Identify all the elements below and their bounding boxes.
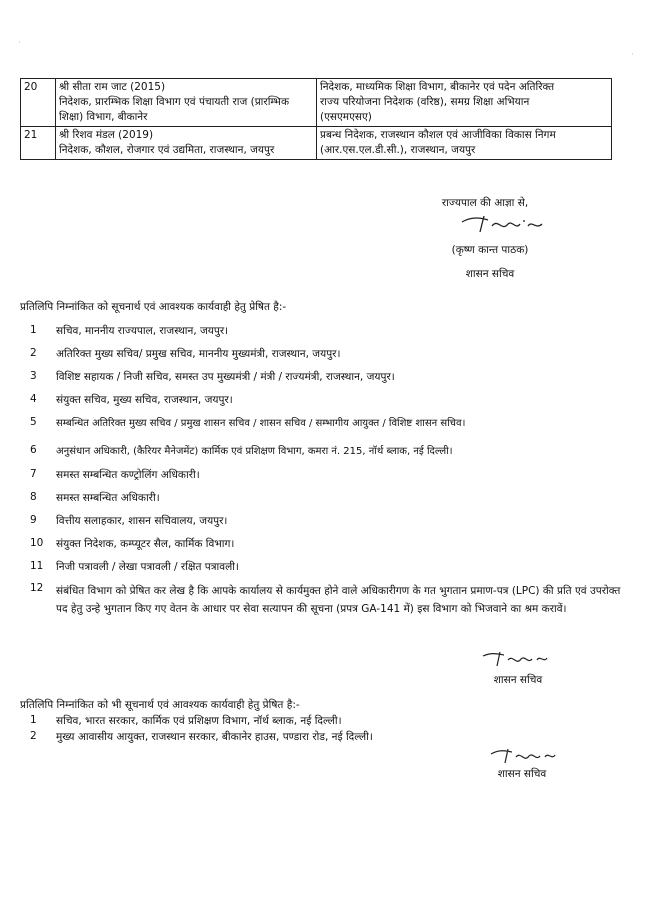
list-item-number: 1 — [30, 714, 37, 726]
list-item: सम्बन्धित अतिरिक्त मुख्य सचिव / प्रमुख शासन सचिव / शासन सचिव / सम्भागीय आयुक्त / विशिष्ट शासन सचिव। — [56, 418, 466, 429]
signature-scribble — [480, 648, 550, 670]
officer-line: शिक्षा) विभाग, बीकानेर — [59, 111, 148, 123]
list-item-number: 2 — [30, 347, 37, 359]
posting-line: (आर.एस.एल.डी.सी.), राजस्थान, जयपुर — [320, 144, 476, 156]
list-item: सचिव, भारत सरकार, कार्मिक एवं प्रशिक्षण विभाग, नॉर्थ ब्लाक, नई दिल्ली। — [56, 715, 342, 727]
posting-cell — [317, 79, 612, 127]
signatory-name: (कृष्ण कान्त पाठक) — [451, 244, 529, 256]
list-item: निजी पत्रावली / लेखा पत्रावली / रक्षित पत्रावली। — [56, 561, 239, 573]
designation-label: शासन सचिव — [497, 768, 547, 780]
scan-speck: · — [18, 38, 21, 48]
list-item-number: 4 — [30, 393, 37, 405]
row-number: 20 — [21, 79, 56, 127]
list-item-number: 6 — [30, 444, 37, 456]
list-item: समस्त सम्बन्धित अधिकारी। — [56, 492, 160, 504]
order-line: राज्यपाल की आज्ञा से, — [441, 197, 529, 209]
table-row — [21, 79, 612, 127]
list-item: समस्त सम्बन्धित कण्ट्रोलिंग अधिकारी। — [56, 469, 200, 481]
posting-cell — [317, 127, 612, 160]
posting-line: (एसएमएसए) — [320, 111, 372, 123]
list-item-number: 12 — [30, 582, 44, 594]
list-item-number: 9 — [30, 514, 37, 526]
posting-line: राज्य परियोजना निदेशक (वरिष्ठ), समग्र शिक्षा अभियान — [320, 96, 530, 108]
list-item: संयुक्त निदेशक, कम्प्यूटर सैल, कार्मिक विभाग। — [56, 538, 235, 550]
copy-heading: प्रतिलिपि निम्नांकित को सूचनार्थ एवं आवश्यक कार्यवाही हेतु प्रेषित है:- — [20, 301, 287, 313]
scan-speck: · — [631, 50, 634, 60]
officer-line: श्री सीता राम जाट (2015) — [59, 81, 166, 93]
posting-line: प्रबन्ध निदेशक, राजस्थान कौशल एवं आजीविका विकास निगम — [320, 129, 556, 141]
list-item-number: 2 — [30, 730, 37, 742]
designation-label: शासन सचिव — [465, 268, 515, 280]
designation-label: शासन सचिव — [493, 674, 543, 686]
officer-line: श्री रिशव मंडल (2019) — [59, 129, 154, 141]
list-item-number: 1 — [30, 324, 37, 336]
list-item: विशिष्ट सहायक / निजी सचिव, समस्त उप मुख्यमंत्री / मंत्री / राज्यमंत्री, राजस्थान, जयपुर। — [56, 371, 395, 383]
list-item: सचिव, माननीय राज्यपाल, राजस्थान, जयपुर। — [56, 325, 229, 337]
list-item-number: 8 — [30, 491, 37, 503]
signature-scribble — [458, 210, 548, 236]
list-item-number: 7 — [30, 468, 37, 480]
table-row — [21, 127, 612, 160]
list-item: अतिरिक्त मुख्य सचिव/ प्रमुख सचिव, माननीय मुख्यमंत्री, राजस्थान, जयपुर। — [56, 348, 341, 360]
officer-line: निदेशक, कौशल, रोजगार एवं उद्यमिता, राजस्थान, जयपुर — [59, 144, 275, 156]
list-item-number: 5 — [30, 416, 37, 428]
list-item-number: 10 — [30, 537, 44, 549]
list-item: अनुसंधान अधिकारी, (कैरियर मैनेजमेंट) कार्मिक एवं प्रशिक्षण विभाग, कमरा नं. 215, नॉर्थ ब्लाक, नई दिल्ली। — [56, 446, 453, 457]
list-item: संबंधित विभाग को प्रेषित कर लेख है कि आपके कार्यालय से कार्यमुक्त होने वाले अधिकारीगण के गत भुगतान प्रमाण-पत्र (LPC) की प्रति एवं उपरोक्त पद हेतु उन्हे भुगतान किए गए वेतन के आधार पर सेवा सत्यापन की सूचना (प्रपत्र GA-141 में) इस विभाग को भिजवाने का श्रम करावें। — [56, 585, 621, 615]
officer-cell — [56, 79, 317, 127]
list-item-number: 3 — [30, 370, 37, 382]
officer-cell — [56, 127, 317, 160]
list-item: वित्तीय सलाहकार, शासन सचिवालय, जयपुर। — [56, 515, 228, 527]
list-item: संयुक्त सचिव, मुख्य सचिव, राजस्थान, जयपुर। — [56, 394, 233, 406]
signature-scribble — [488, 744, 558, 766]
list-item: मुख्य आवासीय आयुक्त, राजस्थान सरकार, बीकानेर हाउस, पण्डारा रोड, नई दिल्ली। — [56, 731, 373, 743]
officer-line: निदेशक, प्रारम्भिक शिक्षा विभाग एवं पंचायती राज (प्रारम्भिक — [59, 96, 290, 108]
posting-line: निदेशक, माध्यमिक शिक्षा विभाग, बीकानेर एवं पदेन अतिरिक्त — [320, 81, 555, 93]
posting-table — [20, 78, 612, 160]
copy-heading: प्रतिलिपि निम्नांकित को भी सूचनार्थ एवं आवश्यक कार्यवाही हेतु प्रेषित है:- — [20, 699, 300, 711]
row-number: 21 — [21, 127, 56, 160]
list-item-number: 11 — [30, 560, 44, 572]
